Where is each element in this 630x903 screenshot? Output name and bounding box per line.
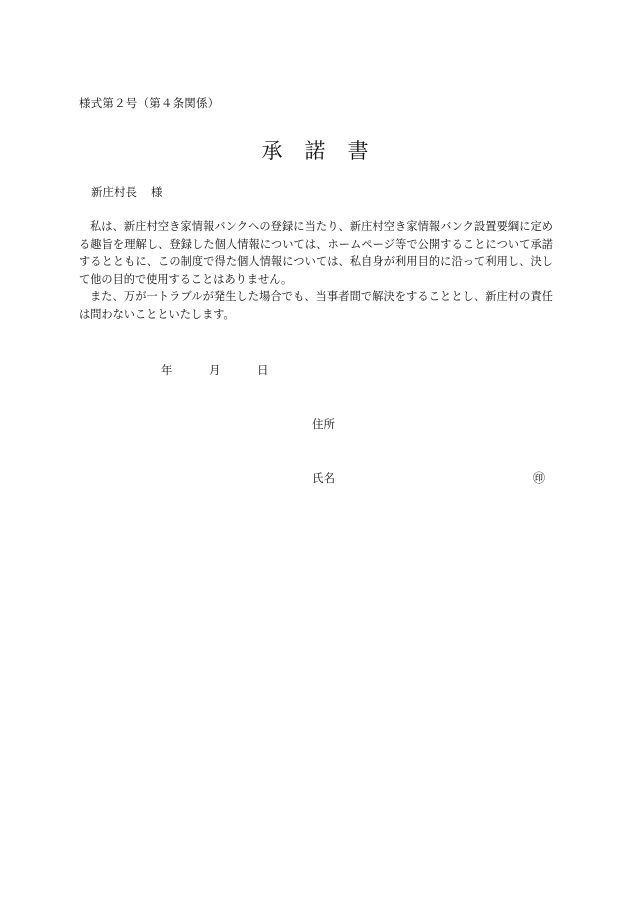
seal-icon: ㊞ [533,471,546,485]
document-title: 承諾書 [261,139,391,163]
date-day-label: 日 [257,363,269,377]
consent-body [79,218,553,323]
name-label: 氏名 [312,471,335,485]
addressee-name: 新庄村長 [91,185,137,199]
consent-paragraph-1: 私は、新庄村空き家情報バンクへの登録に当たり、新庄村空き家情報バンク設置要綱に定める趣旨を理解し、登録した個人情報については、ホームページ等で公開することについて承諾するとともに、この制度で得た個人情報については、私自身が利用目的に沿って利用し、決して他の目的で使用することはありません。 [79,220,553,286]
form-number: 様式第２号（第４条関係） [79,96,220,110]
date-year-label: 年 [161,363,173,377]
address-label: 住所 [312,417,335,431]
addressee-honorific: 様 [151,185,163,199]
addressee [91,184,163,200]
consent-paragraph-2: また、万が一トラブルが発生した場合でも、当事者間で解決をすることとし、新庄村の責任は問わないことといたします。 [79,290,553,321]
date-month-label: 月 [209,363,221,377]
